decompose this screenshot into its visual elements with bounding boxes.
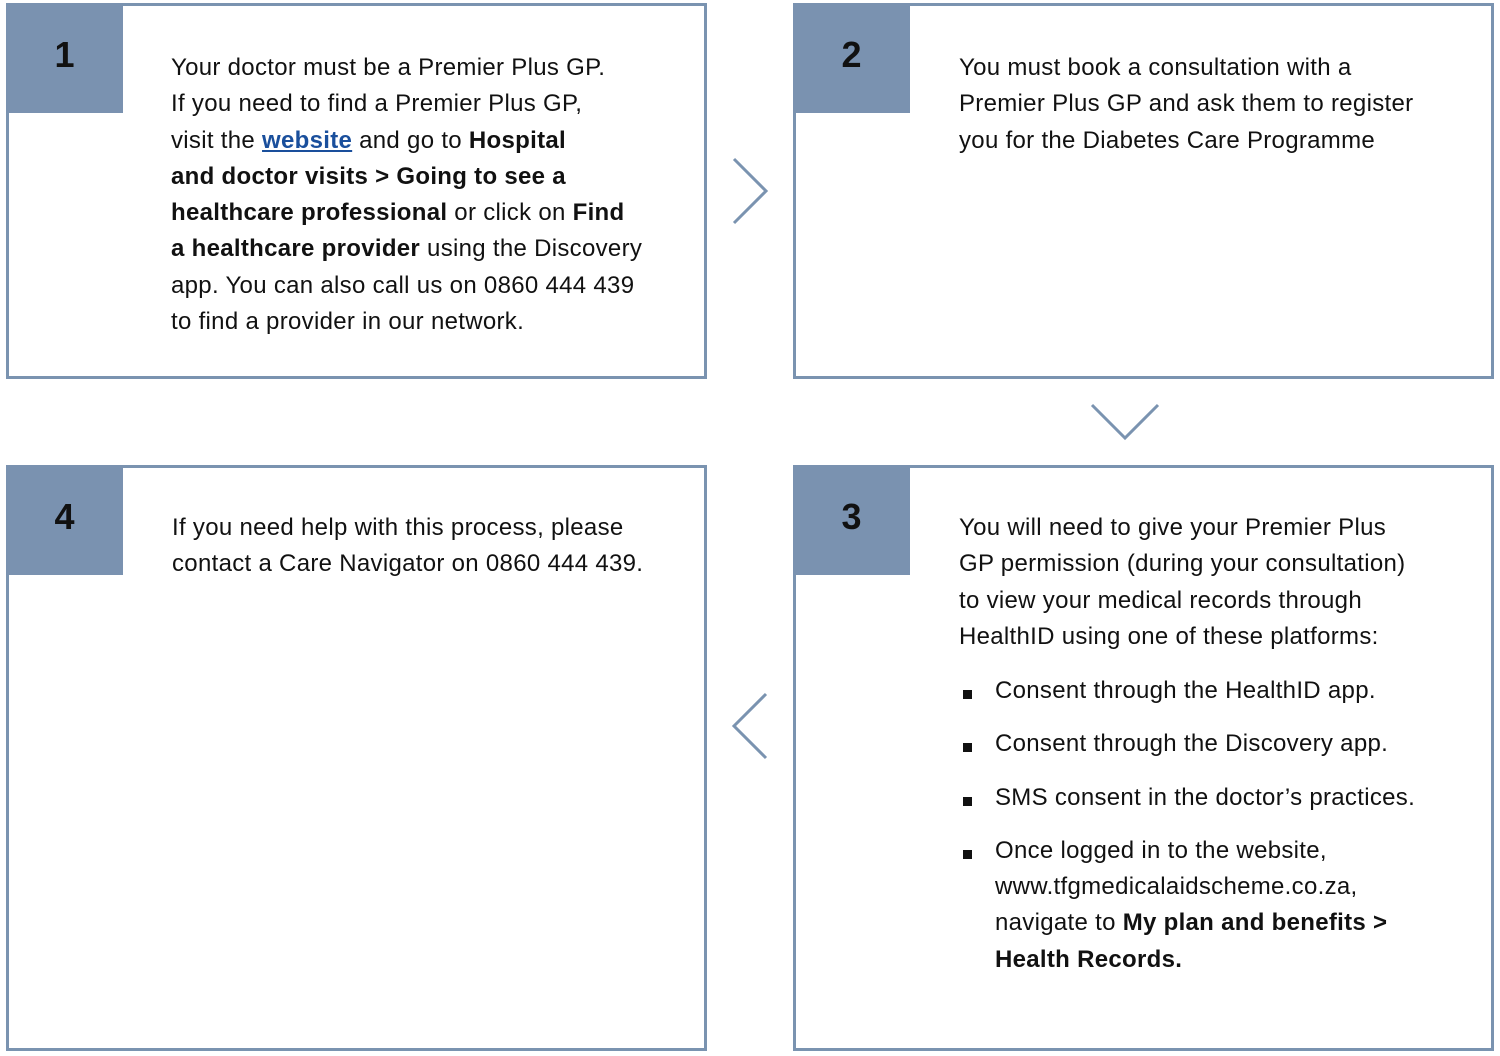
step-3-card	[793, 465, 1494, 1051]
step-number: 2	[841, 34, 862, 75]
text-line	[959, 86, 1413, 122]
step-1-text	[171, 50, 642, 340]
text-segment: Consent through the Discovery app.	[995, 730, 1389, 758]
text-line	[172, 546, 643, 582]
text-segment: Once logged in to the website,	[995, 836, 1327, 864]
step-4-card	[6, 465, 707, 1051]
text-line	[172, 510, 643, 546]
step-2-text	[959, 50, 1413, 159]
bullet-icon	[963, 850, 972, 859]
step-number-badge	[6, 465, 123, 575]
text-line	[959, 510, 1405, 546]
platform-list	[959, 673, 1415, 995]
step-4-text	[172, 510, 643, 583]
step-1-card	[6, 3, 707, 379]
text-segment: to find a provider in our network.	[171, 308, 525, 336]
text-line	[171, 195, 642, 231]
step-number-badge	[6, 3, 123, 113]
text-line	[171, 268, 642, 304]
text-line	[171, 304, 642, 340]
step-number: 4	[54, 496, 75, 537]
text-segment: visit the	[171, 126, 263, 154]
text-line	[959, 123, 1413, 159]
step-2-card	[793, 3, 1494, 379]
bold-text: Find	[572, 199, 625, 227]
bold-text: and doctor visits > Going to see a	[171, 162, 566, 190]
text-segment: contact a Care Navigator on 0860 444 439.	[172, 550, 644, 578]
text-segment: using the Discovery	[420, 235, 643, 263]
text-line	[959, 583, 1405, 619]
bullet-icon	[963, 690, 972, 699]
text-segment: Consent through the HealthID app.	[995, 677, 1376, 704]
text-segment: If you need help with this process, please	[172, 514, 624, 541]
step-number-badge	[793, 3, 910, 113]
chevron-left-icon	[728, 690, 772, 762]
bullet-icon	[963, 743, 972, 752]
text-line	[995, 726, 1415, 762]
text-line	[171, 123, 642, 159]
list-item-text	[995, 833, 1415, 978]
text-segment: app. You can also call us on 0860 444 439	[171, 271, 635, 299]
list-item-text	[995, 726, 1415, 762]
text-segment: you for the Diabetes Care Programme	[959, 126, 1376, 154]
list-item	[959, 780, 1415, 816]
chevron-down-icon	[1088, 400, 1162, 444]
text-line	[171, 86, 642, 122]
text-line	[995, 780, 1415, 816]
text-line	[995, 673, 1415, 709]
text-segment: You will need to give your Premier Plus	[959, 514, 1387, 541]
text-line	[171, 231, 642, 267]
text-segment: Your doctor must be a Premier Plus GP.	[171, 54, 606, 81]
list-item-text	[995, 673, 1415, 709]
step-3-text	[959, 510, 1405, 655]
bullet-icon	[963, 797, 972, 806]
text-segment: Premier Plus GP and ask them to register	[959, 90, 1414, 118]
text-segment: SMS consent in the doctor’s practices.	[995, 783, 1416, 811]
list-item	[959, 673, 1415, 709]
text-segment: You must book a consultation with a	[959, 54, 1352, 81]
text-segment: navigate to	[995, 909, 1123, 937]
text-line	[995, 905, 1415, 941]
text-segment: If you need to find a Premier Plus GP,	[171, 90, 583, 118]
step-number: 3	[841, 496, 862, 537]
bold-text: Health Records.	[995, 945, 1183, 973]
step-number-badge	[793, 465, 910, 575]
bold-text: a healthcare provider	[171, 235, 421, 263]
text-line	[959, 619, 1405, 655]
text-line	[995, 942, 1415, 978]
text-segment: www.tfgmedicalaidscheme.co.za,	[995, 873, 1358, 901]
list-item	[959, 726, 1415, 762]
list-item	[959, 833, 1415, 978]
text-line	[171, 50, 642, 86]
text-line	[995, 869, 1415, 905]
text-segment: and go to	[352, 126, 469, 154]
text-segment: GP permission (during your consultation)	[959, 550, 1406, 578]
bold-text: My plan and benefits >	[1122, 909, 1388, 937]
text-line	[959, 546, 1405, 582]
website-link[interactable]: website	[262, 126, 353, 154]
text-line	[171, 159, 642, 195]
text-line	[995, 833, 1415, 869]
text-segment: or click on	[447, 199, 573, 227]
step-number: 1	[54, 34, 75, 75]
text-segment: HealthID using one of these platforms:	[959, 622, 1379, 650]
text-line	[959, 50, 1413, 86]
text-segment: to view your medical records through	[959, 586, 1362, 614]
bold-text: Hospital	[468, 126, 566, 154]
bold-text: healthcare professional	[171, 199, 448, 227]
list-item-text	[995, 780, 1415, 816]
chevron-right-icon	[728, 155, 772, 227]
